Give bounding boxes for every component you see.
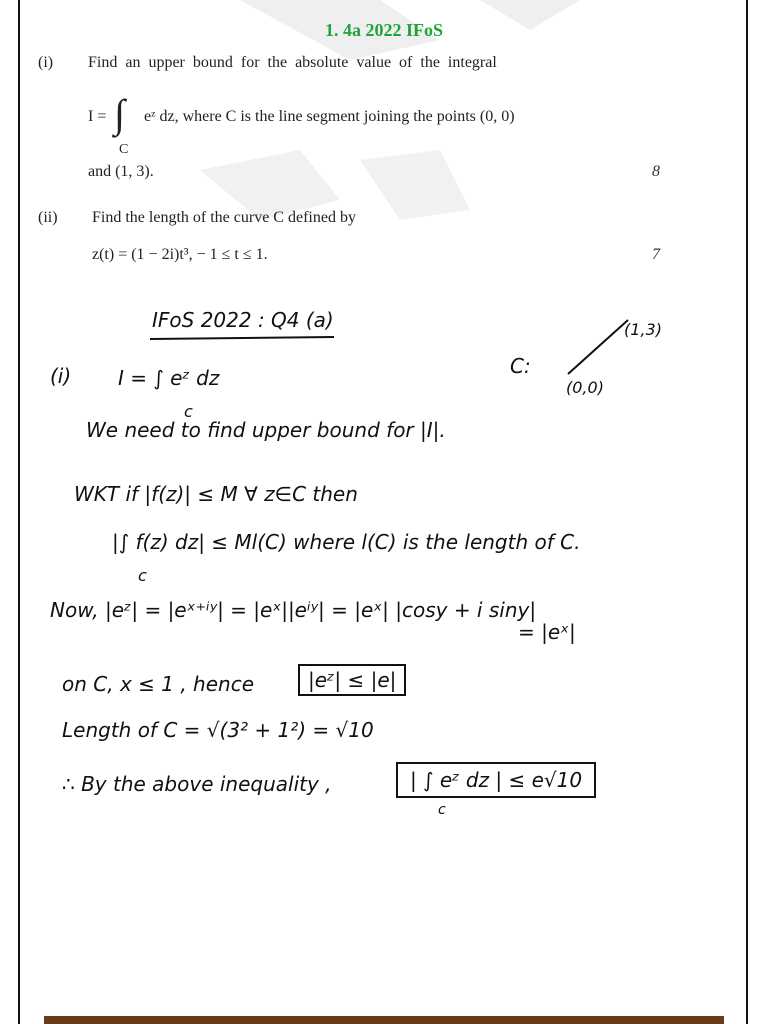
solution-line-now: Now, |eᶻ| = |eˣ⁺ⁱʸ| = |eˣ||eⁱʸ| = |eˣ| |cosy + i siny|	[50, 598, 537, 622]
page-title: 1. 4a 2022 IFoS	[324, 20, 443, 40]
solution-boxed-final: | ∫ eᶻ dz | ≤ e√10	[396, 762, 596, 798]
part-ii-line2: z(t) = (1 − 2i)t³, − 1 ≤ t ≤ 1.	[92, 246, 268, 263]
part-ii-line1: Find the length of the curve C defined by	[92, 209, 356, 226]
part-i-label: (i)	[38, 54, 54, 71]
curve-label: C:	[510, 354, 531, 378]
solution-final-sub: c	[438, 802, 446, 818]
curve-point-end: (1,3)	[624, 320, 662, 339]
solution-boxed-bound: |eᶻ| ≤ |e|	[298, 664, 406, 696]
solution-line-now2: = |eˣ|	[518, 620, 576, 644]
part-ii-label: (ii)	[38, 209, 58, 226]
solution-heading: IFoS 2022 : Q4 (a)	[152, 308, 334, 332]
part-ii-marks: 7	[652, 246, 660, 263]
solution-line-ml-sub: c	[138, 566, 147, 585]
part-i-line1: Find an upper bound for the absolute value of the integral	[88, 54, 497, 71]
solution-line-need: We need to find upper bound for |I|.	[86, 418, 446, 442]
part-i-contour-label: C	[119, 142, 129, 157]
curve-point-start: (0,0)	[566, 378, 604, 397]
part-i-marks: 8	[652, 163, 660, 180]
solution-line-onc: on C, x ≤ 1 , hence	[62, 672, 255, 696]
solution-line-therefore: ∴ By the above inequality ,	[62, 772, 332, 796]
solution-line-ml: |∫ f(z) dz| ≤ Ml(C) where l(C) is the length of C.	[112, 530, 581, 554]
bottom-bar	[44, 1016, 724, 1024]
solution-integral-sub: c	[184, 402, 193, 421]
integral-sign-icon: ∫	[114, 91, 125, 136]
part-i-formula-integrand: eᶻ dz, where C is the line segment joining the points (0, 0)	[144, 108, 515, 125]
part-i-formula-lhs: I =	[88, 108, 107, 125]
heading-underline	[148, 334, 338, 342]
solution-line-length: Length of C = √(3² + 1²) = √10	[62, 718, 374, 742]
solution-part-label: (i)	[50, 364, 72, 388]
part-i-line3: and (1, 3).	[88, 163, 154, 180]
solution-integral: I = ∫ eᶻ dz	[118, 366, 220, 390]
solution-line-wkt: WKT if |f(z)| ≤ M ∀ z∈C then	[74, 482, 358, 506]
